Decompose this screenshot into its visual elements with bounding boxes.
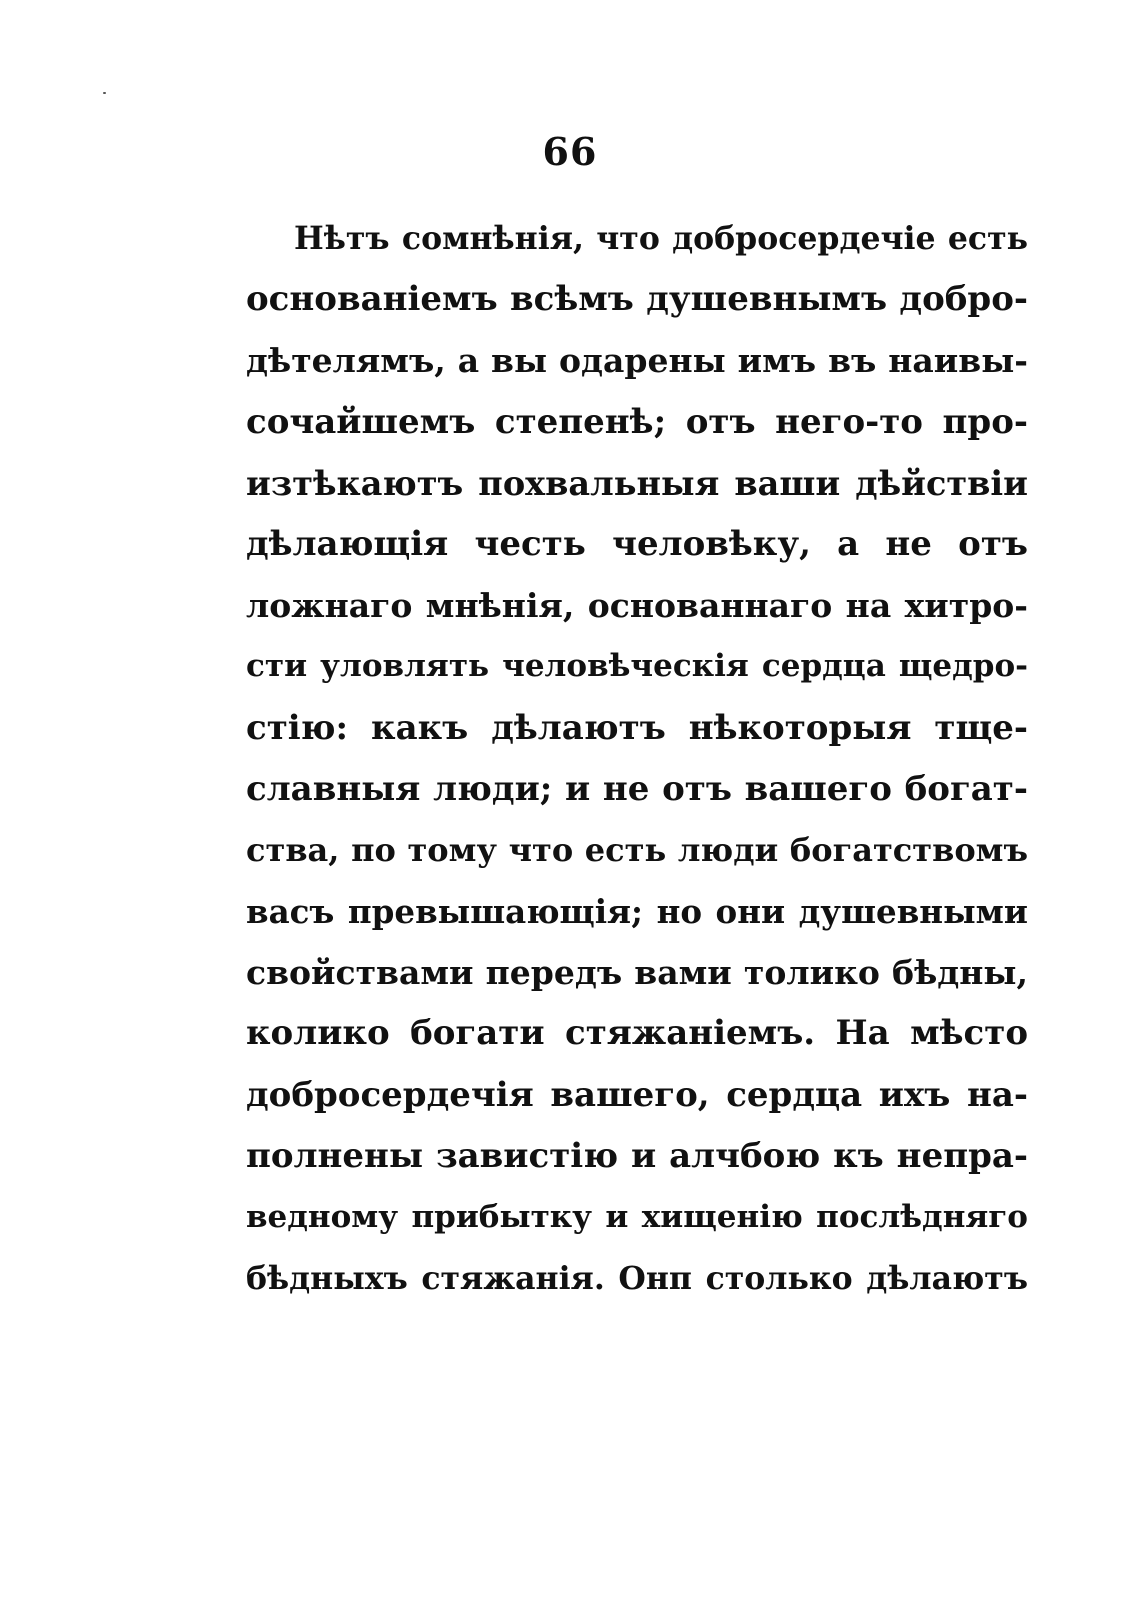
text-line: сочайшемъ степенѣ; отъ него-то про- — [246, 401, 1028, 442]
text-line: колико богати стяжаніемъ. На мѣсто — [246, 1013, 1028, 1054]
text-line: стію: какъ дѣлаютъ нѣкоторыя тще- — [246, 707, 1028, 748]
text-line: ведному прибытку и хищенію послѣдняго — [246, 1199, 1028, 1235]
text-line: бѣдныхъ стяжанія. Онп столько дѣлаютъ — [246, 1260, 1028, 1298]
ink-speck — [103, 92, 106, 94]
text-line: изтѣкаютъ похвальныя ваши дѣйствіи — [246, 463, 1028, 503]
text-line: Нѣтъ сомнѣнія, что добросердечіе есть — [294, 220, 1028, 257]
text-line: дѣлающія честь человѣку, а не отъ — [246, 523, 1028, 564]
body-text — [246, 208, 1028, 1309]
text-line: ства, по тому что есть люди богатствомъ — [246, 830, 1028, 869]
text-line: добросердечія вашего, сердца ихъ на- — [246, 1074, 1028, 1115]
text-line: васъ превышающія; но они душевными — [246, 892, 1028, 932]
text-line: славныя люди; и не отъ вашего богат- — [246, 768, 1028, 809]
text-line: сти уловлять человѣческія сердца щедро- — [246, 648, 1028, 685]
text-line: ложнаго мнѣнія, основаннаго на хитро- — [246, 586, 1028, 626]
text-line: свойствами передъ вами толико бѣдны, — [246, 953, 1028, 993]
text-line: основаніемъ всѣмъ душевнымъ добро- — [246, 279, 1028, 320]
text-line: полнены завистію и алчбою къ непра- — [246, 1135, 1028, 1176]
page-number: 66 — [542, 129, 598, 174]
text-line: дѣтелямъ, а вы одарены имъ въ наивы- — [246, 341, 1028, 381]
